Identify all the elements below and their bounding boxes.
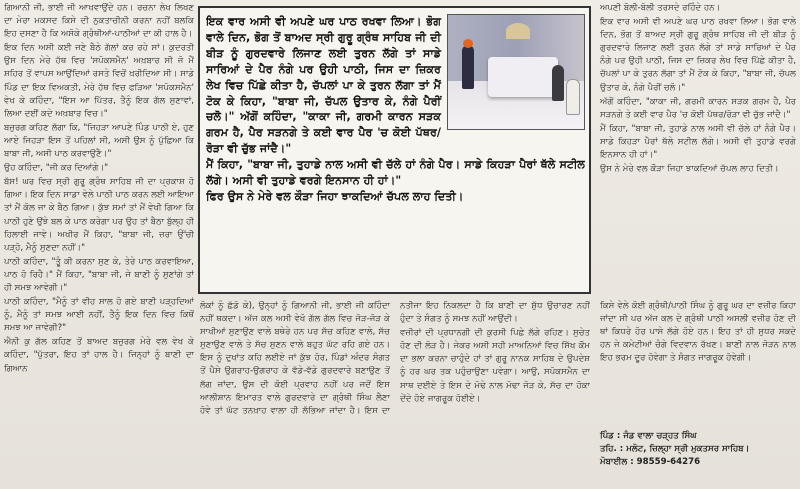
- article-column-right: [600, 2, 796, 302]
- highlight-paragraph: ਇਕ ਵਾਰ ਅਸੀ ਵੀ ਅਪਣੇ ਘਰ ਪਾਠ ਰਖਵਾ ਲਿਆ। ਭੋਗ ਵਾਲੇ ਦਿਨ, ਭੋਗ ਤੋਂ ਬਾਅਦ ਸ੍ਰੀ ਗੁਰੂ ਗ੍ਰੰਥ ਸਾਹਿਬ ਜੀ ਦੀ ਬੀੜ ਨੂੰ ਗੁਰਦਵਾਰੇ ਲਿਜਾਣ ਲਈ ਤੁਰਨ ਲੱਗੇ ਤਾਂ ਸਾਡੇ ਸਾਰਿਆਂ ਦੇ ਪੈਰ ਨੰਗੇ ਪਰ ਉਹੀ ਪਾਠੀ, ਜਿਸ ਦਾ ਜ਼ਿਕਰ ਲੇਖ ਵਿਚ ਪਿੱਛੇ ਕੀਤਾ ਹੈ, ਚੱਪਲਾਂ ਪਾ ਕੇ ਤੁਰਨ ਲੱਗਾ ਤਾਂ ਮੈਂ ਟੋਕ ਕੇ ਕਿਹਾ, "ਬਾਬਾ ਜੀ, ਚੱਪਲ ਉਤਾਰ ਕੇ, ਨੰਗੇ ਪੈਰੀਂ ਚਲੋ।" ਅੱਗੋਂ ਕਹਿੰਦਾ, "ਕਾਕਾ ਜੀ, ਗਰਮੀ ਕਾਰਨ ਸੜਕ ਗਰਮ ਹੈ, ਪੈਰ ਸੜਨਗੇ ਤੇ ਕਈ ਵਾਰ ਪੈਰ 'ਚ ਕੋਈ ਪੱਥਰ/ਰੋੜਾ ਵੀ ਚੁੱਭ ਜਾਂਦੈ।": [206, 15, 441, 156]
- paragraph: ਪਾਠੀ ਕਹਿੰਦਾ, "ਤੂੰ ਕੀ ਕਰਨਾ ਸੁਣ ਕੇ, ਤੇਰੇ ਪਾਠ ਕਰਵਾਇਆ, ਪਾਠ ਹੋ ਰਿਹੈ।" ਮੈਂ ਕਿਹਾ, "ਬਾਬਾ ਜੀ, ਜੇ ਬਾਣੀ ਨੂੰ ਸੁਣਾਂਗੇ ਤਾਂ ਹੀ ਸਮਝ ਆਵੇਗੀ।": [4, 256, 194, 293]
- paragraph: ਉਸ ਨੇ ਮੇਰੇ ਵਲ ਕੌੜਾ ਜਿਹਾ ਝਾਕਦਿਆਂ ਚੱਪਲ ਲਾਹ ਦਿਤੀ।: [600, 164, 779, 175]
- paragraph: ਇਕ ਵਾਰ ਅਸੀ ਵੀ ਅਪਣੇ ਘਰ ਪਾਠ ਰਖਵਾ ਲਿਆ। ਭੋਗ ਵਾਲੇ ਦਿਨ, ਭੋਗ ਤੋਂ ਬਾਅਦ ਸ੍ਰੀ ਗੁਰੂ ਗ੍ਰੰਥ ਸਾਹਿਬ ਜੀ ਦੀ ਬੀੜ ਨੂੰ ਗੁਰਦਵਾਰੇ ਲਿਜਾਣ ਲਈ ਤੁਰਨ ਲੱਗੇ ਤਾਂ ਸਾਡੇ ਸਾਰਿਆਂ ਦੇ ਪੈਰ ਨੰਗੇ ਪਰ ਉਹੀ ਪਾਠੀ, ਜਿਸ ਦਾ ਜ਼ਿਕਰ ਲੇਖ ਵਿਚ ਪਿੱਛੇ ਕੀਤਾ ਹੈ, ਚੱਪਲਾਂ ਪਾ ਕੇ ਤੁਰਨ ਲੱਗਾ ਤਾਂ ਮੈਂ ਟੋਕ ਕੇ ਕਿਹਾ, "ਬਾਬਾ ਜੀ, ਚੱਪਲ ਉਤਾਰ ਕੇ, ਨੰਗੇ ਪੈਰੀਂ ਚਲੋ।": [600, 17, 796, 93]
- byline-name: ਪਿੰਡ : ਜੰਡ ਵਾਲਾ ਚੜ੍ਹਤ ਸਿੰਘ: [600, 431, 697, 441]
- author-byline: [600, 430, 796, 469]
- highlight-text: [206, 14, 585, 288]
- highlight-paragraph: ਮੈਂ ਕਿਹਾ, "ਬਾਬਾ ਜੀ, ਤੁਹਾਡੇ ਨਾਲ ਅਸੀ ਵੀ ਚੱਲੇ ਹਾਂ ਨੰਗੇ ਪੈਰ। ਸਾਡੇ ਕਿਹੜਾ ਪੈਰਾਂ ਥੱਲੇ ਸਟੀਲ ਲੱਗੇ। ਅਸੀ ਵੀ ਤੁਹਾਡੇ ਵਰਗੇ ਇਨਸਾਨ ਹੀ ਹਾਂ।": [206, 158, 585, 188]
- article-column-right-bottom: [600, 300, 796, 426]
- paragraph: ਕਿਸੇ ਵੇਲੇ ਕੋਈ ਗ੍ਰੰਥੀ/ਪਾਠੀ ਸਿੰਘ ਨੂੰ ਗੁਰੂ ਘਰ ਦਾ ਵਜ਼ੀਰ ਕਿਹਾ ਜਾਂਦਾ ਸੀ ਪਰ ਅੱਜ ਕਲ ਦੇ ਗ੍ਰੰਥੀ ਪਾਠੀ ਅਸਲੀ ਵਜ਼ੀਰ ਹੋਣ ਦੀ ਥਾਂ ਕਿਧਰੇ ਹੋਰ ਪਾਸੇ ਲੱਗੇ ਹੋਏ ਹਨ। ਇਹ ਤਾਂ ਹੀ ਸੁਧਰ ਸਕਦੇ ਹਨ ਜੇ ਕਮੇਟੀਆਂ ਚੰਗੇ ਵਿਦਵਾਨ ਰੱਖਣ। ਬਾਣੀ ਨਾਲ ਜੋੜਨ ਨਾਲ ਇਹ ਭਰਮ ਦੂਰ ਹੋਵੇਗਾ ਤੇ ਸੰਗਤ ਜਾਗਰੂਕ ਹੋਵੇਗੀ।: [600, 301, 796, 364]
- paragraph: ਅੱਗੋਂ ਕਹਿੰਦਾ, "ਕਾਕਾ ਜੀ, ਗਰਮੀ ਕਾਰਨ ਸੜਕ ਗਰਮ ਹੈ, ਪੈਰ ਸੜਨਗੇ ਤੇ ਕਈ ਵਾਰ ਪੈਰ 'ਚ ਕੋਈ ਪੱਥਰ/ਰੋੜਾ ਵੀ ਚੁੱਭ ਜਾਂਦੈ।": [600, 96, 796, 120]
- photo-gurdwara: [447, 14, 585, 130]
- paragraph: ਬਜ਼ੁਰਗ ਕਹਿਣ ਲੱਗਾ ਕਿ, "ਜਿਹੜਾ ਆਪਣੇ ਪਿੰਡ ਪਾਠੀ ਏ, ਹੁਣ ਆਏ ਜਿਹੜਾ ਇਸ ਤੋਂ ਪਹਿਲਾਂ ਸੀ, ਅਸੀ ਉਸ ਨੂੰ ਪੁੱਛਿਆ ਕਿ ਬਾਬਾ ਜੀ, ਅਸੀ ਪਾਠ ਕਰਵਾਉਣੈ।": [4, 122, 194, 160]
- paragraph: ਇਕ ਦਿਨ ਅਸੀ ਕਈ ਜਣੇ ਬੈਠੇ ਗੱਲਾਂ ਕਰ ਰਹੇ ਸਾਂ। ਕੁਦਰਤੀ ਉਸ ਦਿਨ ਮੇਰੇ ਹੱਥ ਵਿਚ 'ਸਪੋਕਸਮੈਨ' ਅਖ਼ਬਾਰ ਸੀ ਜੋ ਮੈਂ ਸ਼ਹਿਰ ਤੋਂ ਵਾਪਸ ਆਉਂਦਿਆਂ ਰਸਤੇ ਵਿਚੋਂ ਖ਼ਰੀਦਿਆ ਸੀ। ਸਾਡੇ ਪਿੰਡ ਦਾ ਇਕ ਵਿਅਕਤੀ, ਮੇਰੇ ਹੱਥ ਵਿਚ ਫੜਿਆ 'ਸਪੋਕਸਮੈਨ' ਵੇਖ ਕੇ ਕਹਿੰਦਾ, "ਇਸ ਆ ਪਿੱਤਰ, ਤੈਨੂੰ ਇਕ ਗੱਲ ਸੁਣਾਵਾਂ, ਲਿਆ ਦਈਂ ਕਦੇ ਅਖ਼ਬਾਰ ਵਿਚ।": [4, 43, 194, 119]
- paragraph: ਮੈਂ ਕਿਹਾ, "ਬਾਬਾ ਜੀ, ਤੁਹਾਡੇ ਨਾਲ ਅਸੀ ਵੀ ਚੱਲੇ ਹਾਂ ਨੰਗੇ ਪੈਰ। ਸਾਡੇ ਕਿਹੜਾ ਪੈਰਾਂ ਥੱਲੇ ਸਟੀਲ ਲੱਗੇ। ਅਸੀ ਵੀ ਤੁਹਾਡੇ ਵਰਗੇ ਇਨਸਾਨ ਹੀ ਹਾਂ।": [600, 123, 796, 161]
- paragraph: ਗਿਆਨੀ ਜੀ, ਭਾਈ ਜੀ ਆਖਵਾਉਂਦੇ ਹਨ। ਰਚਨਾ ਲੇਖ ਲਿਖਣ ਦਾ ਮੇਰਾ ਮਕਸਦ ਕਿਸੇ ਦੀ ਨੁਕਤਾਚੀਨੀ ਕਰਨਾ ਨਹੀਂ ਬਲਕਿ ਇਹ ਦਸਣਾ ਹੈ ਕਿ ਅਸੋਕੇ ਗ੍ਰੰਥੀਆਂ-ਪਾਠੀਆਂ ਦਾ ਕੀ ਹਾਲ ਹੈ।: [4, 3, 194, 40]
- paragraph: ਲੋਕਾਂ ਨੂੰ ਛੱਡੋ ਕੇ), ਉਨ੍ਹਾਂ ਨੂੰ ਗਿਆਨੀ ਜੀ, ਭਾਈ ਜੀ ਕਹਿੰਦਾ ਨਹੀਂ ਥਕਦਾ। ਅੱਜ ਕਲ ਅਸੀ ਵੇਖੋ ਗੱਲ ਗੱਲ ਵਿਚ ਜੋੜ-ਜੋੜ ਕੇ ਸਾਖੀਆਂ ਸੁਣਾਉਣ ਵਾਲੇ ਬਥੇਰੇ ਹਨ ਪਰ ਸੱਚ ਕਹਿਣ ਵਾਲੇ, ਸੱਚ ਸੁਣਾਉਣ ਵਾਲੇ ਤੇ ਸੱਚ ਸੁਣਨ ਵਾਲੇ ਬਹੁਤ ਘੱਟ ਰਹਿ ਗਏ ਹਨ। ਇਸ ਨੂੰ ਦੁਖਾਂਤ ਕਹਿ ਲਈਏ ਜਾਂ ਕੁੱਝ ਹੋਰ, ਪਿੰਡਾਂ ਅੰਦਰ ਸੰਗਤ ਤੋਂ ਪੈਸੇ ਉਗਰਾਹ-ਉਗਰਾਹ ਕੇ ਵੱਡੇ-ਵੱਡੇ ਗੁਰਦਵਾਰੇ ਬਣਾਉਣ ਤੋਂ ਲੱਗ ਜਾਂਦਾ, ਉਸ ਦੀ ਕੋਈ ਪ੍ਰਵਾਹ ਨਹੀਂ ਪਰ ਜਦੋਂ ਇਸ ਆਲੀਸ਼ਾਨ ਇਮਾਰਤ ਵਾਲੇ ਗੁਰਦਵਾਰੇ ਦਾ ਗ੍ਰੰਥੀ ਸਿੰਘ ਲੈਣਾ ਹੋਵੇ ਤਾਂ ਘੱਟ ਤਨਖ਼ਾਹ ਵਾਲਾ ਹੀ ਲੱਭਿਆ ਜਾਂਦਾ ਹੈ। ਇਸ ਦਾ ਨਤੀਜਾ ਇਹ ਨਿਕਲਦਾ ਹੈ ਕਿ ਬਾਣੀ ਦਾ ਸ਼ੁੱਧ ਉਚਾਰਣ ਨਹੀਂ ਹੁੰਦਾ ਤੇ ਸੰਗਤ ਨੂੰ ਸਮਝ ਨਹੀਂ ਆਉਂਦੀ।: [200, 301, 590, 416]
- byline-address: ਤਹਿ. : ਮਲੋਟ, ਜ਼ਿਲ੍ਹਾ ਸ੍ਰੀ ਮੁਕਤਸਰ ਸਾਹਿਬ।: [600, 444, 750, 454]
- paragraph: ਅਪਣੀ ਬੋਲੀ-ਬੋਲੀ ਤਰਸਦੇ ਰਹਿੰਦੇ ਹਨ।: [600, 3, 721, 13]
- paragraph: ਐਨੀ ਕੁ ਗੱਲ ਕਹਿਣ ਤੋਂ ਬਾਅਦ ਬਜ਼ੁਰਗ ਮੇਰੇ ਵਲ ਵੇਖ ਕੇ ਕਹਿੰਦਾ, "ਪੁੱਤਰਾ, ਇਹ ਤਾਂ ਹਾਲ ਹੈ। ਜਿਨ੍ਹਾਂ ਨੂੰ ਬਾਣੀ ਦਾ ਗਿਆਨ: [4, 337, 194, 374]
- highlight-paragraph: ਫਿਰ ਉਸ ਨੇ ਮੇਰੇ ਵਲ ਕੌੜਾ ਜਿਹਾ ਝਾਕਦਿਆਂ ਚੱਪਲ ਲਾਹ ਦਿਤੀ।: [206, 189, 464, 203]
- article-column-middle: [200, 300, 590, 486]
- paragraph: ਉਹ ਕਹਿੰਦਾ, "ਜੀ ਕਰ ਦਿਆਂਗੇ।": [4, 163, 109, 174]
- byline-phone: ਮੋਬਾਈਲ : 98559-64276: [600, 457, 701, 467]
- paragraph: ਵਜ਼ੀਰਾਂ ਦੀ ਪ੍ਰਧਾਨਗੀ ਦੀ ਕੁਰਸੀ ਪਿਛੇ ਲੱਗੇ ਰਹਿਣ। ਸੁਚੇਤ ਹੋਣ ਦੀ ਲੋੜ ਹੈ। ਜੇਕਰ ਅਸੀ ਸਹੀ ਮਾਅਨਿਆਂ ਵਿਚ ਸਿੱਖ ਕੌਮ ਦਾ ਭਲਾ ਕਰਨਾ ਚਾਹੁੰਦੇ ਹਾਂ ਤਾਂ ਗੁਰੂ ਨਾਨਕ ਸਾਹਿਬ ਦੇ ਉਪਦੇਸ਼ ਨੂੰ ਹਰ ਘਰ ਤਕ ਪਹੁੰਚਾਉਣਾ ਪਵੇਗਾ। ਆਉ, ਸਪੋਕਸਮੈਨ ਦਾ ਸਾਥ ਦਈਏ ਤੇ ਇਸ ਦੇ ਮੋਢੇ ਨਾਲ ਮੋਢਾ ਜੋੜ ਕੇ, ਸੱਚ ਦਾ ਹੋਕਾ ਦੇਂਦੇ ਹੋਏ ਜਾਗਰੂਕ ਹੋਈਏ।: [400, 328, 590, 404]
- article-column-left: [4, 2, 194, 486]
- paragraph: ਬੱਸ! ਘਰ ਵਿਚ ਸ੍ਰੀ ਗੁਰੂ ਗ੍ਰੰਥ ਸਾਹਿਬ ਜੀ ਦਾ ਪ੍ਰਕਾਸ਼ ਹੋ ਗਿਆ। ਇਕ ਦਿਨ ਸਾਡਾ ਵੇਲੇ ਪਾਠੀ ਪਾਠ ਕਰਨ ਲਈ ਆਇਆ ਤਾਂ ਮੈਂ ਕੋਲ ਜਾ ਕੇ ਬੈਠ ਗਿਆ। ਕੁੱਝ ਸਮਾਂ ਤਾਂ ਮੈਂ ਵੇਖੀ ਗਿਆ ਕਿ ਪਾਠੀ ਹੁਣੇ ਉਂਝੇ ਬਲ ਕੇ ਪਾਠ ਕਰੇਗਾ ਪਰ ਉਹ ਤਾਂ ਬੈਠਾ ਬੁੱਲ੍ਹ ਹੀ ਹਿਲਾਈ ਜਾਵੇ। ਅਖੀਰ ਮੈਂ ਕਿਹਾ, "ਬਾਬਾ ਜੀ, ਜ਼ਰਾ ਉੱਚੀ ਪੜ੍ਹੋ, ਮੈਨੂੰ ਸੁਣਦਾ ਨਹੀਂ।": [4, 177, 194, 253]
- paragraph: ਪਾਠੀ ਕਹਿੰਦਾ, "ਮੈਨੂੰ ਤਾਂ ਵੀਹ ਸਾਲ ਹੋ ਗਏ ਬਾਣੀ ਪੜ੍ਹਦਿਆਂ ਨੂੰ, ਮੈਨੂੰ ਤਾਂ ਸਮਝ ਆਈ ਨਹੀਂ, ਤੈਨੂੰ ਇਕ ਦਿਨ ਵਿਚ ਕਿਥੋਂ ਸਮਝ ਆ ਜਾਵੇਗੀ?": [4, 297, 194, 334]
- highlight-box: [198, 6, 591, 294]
